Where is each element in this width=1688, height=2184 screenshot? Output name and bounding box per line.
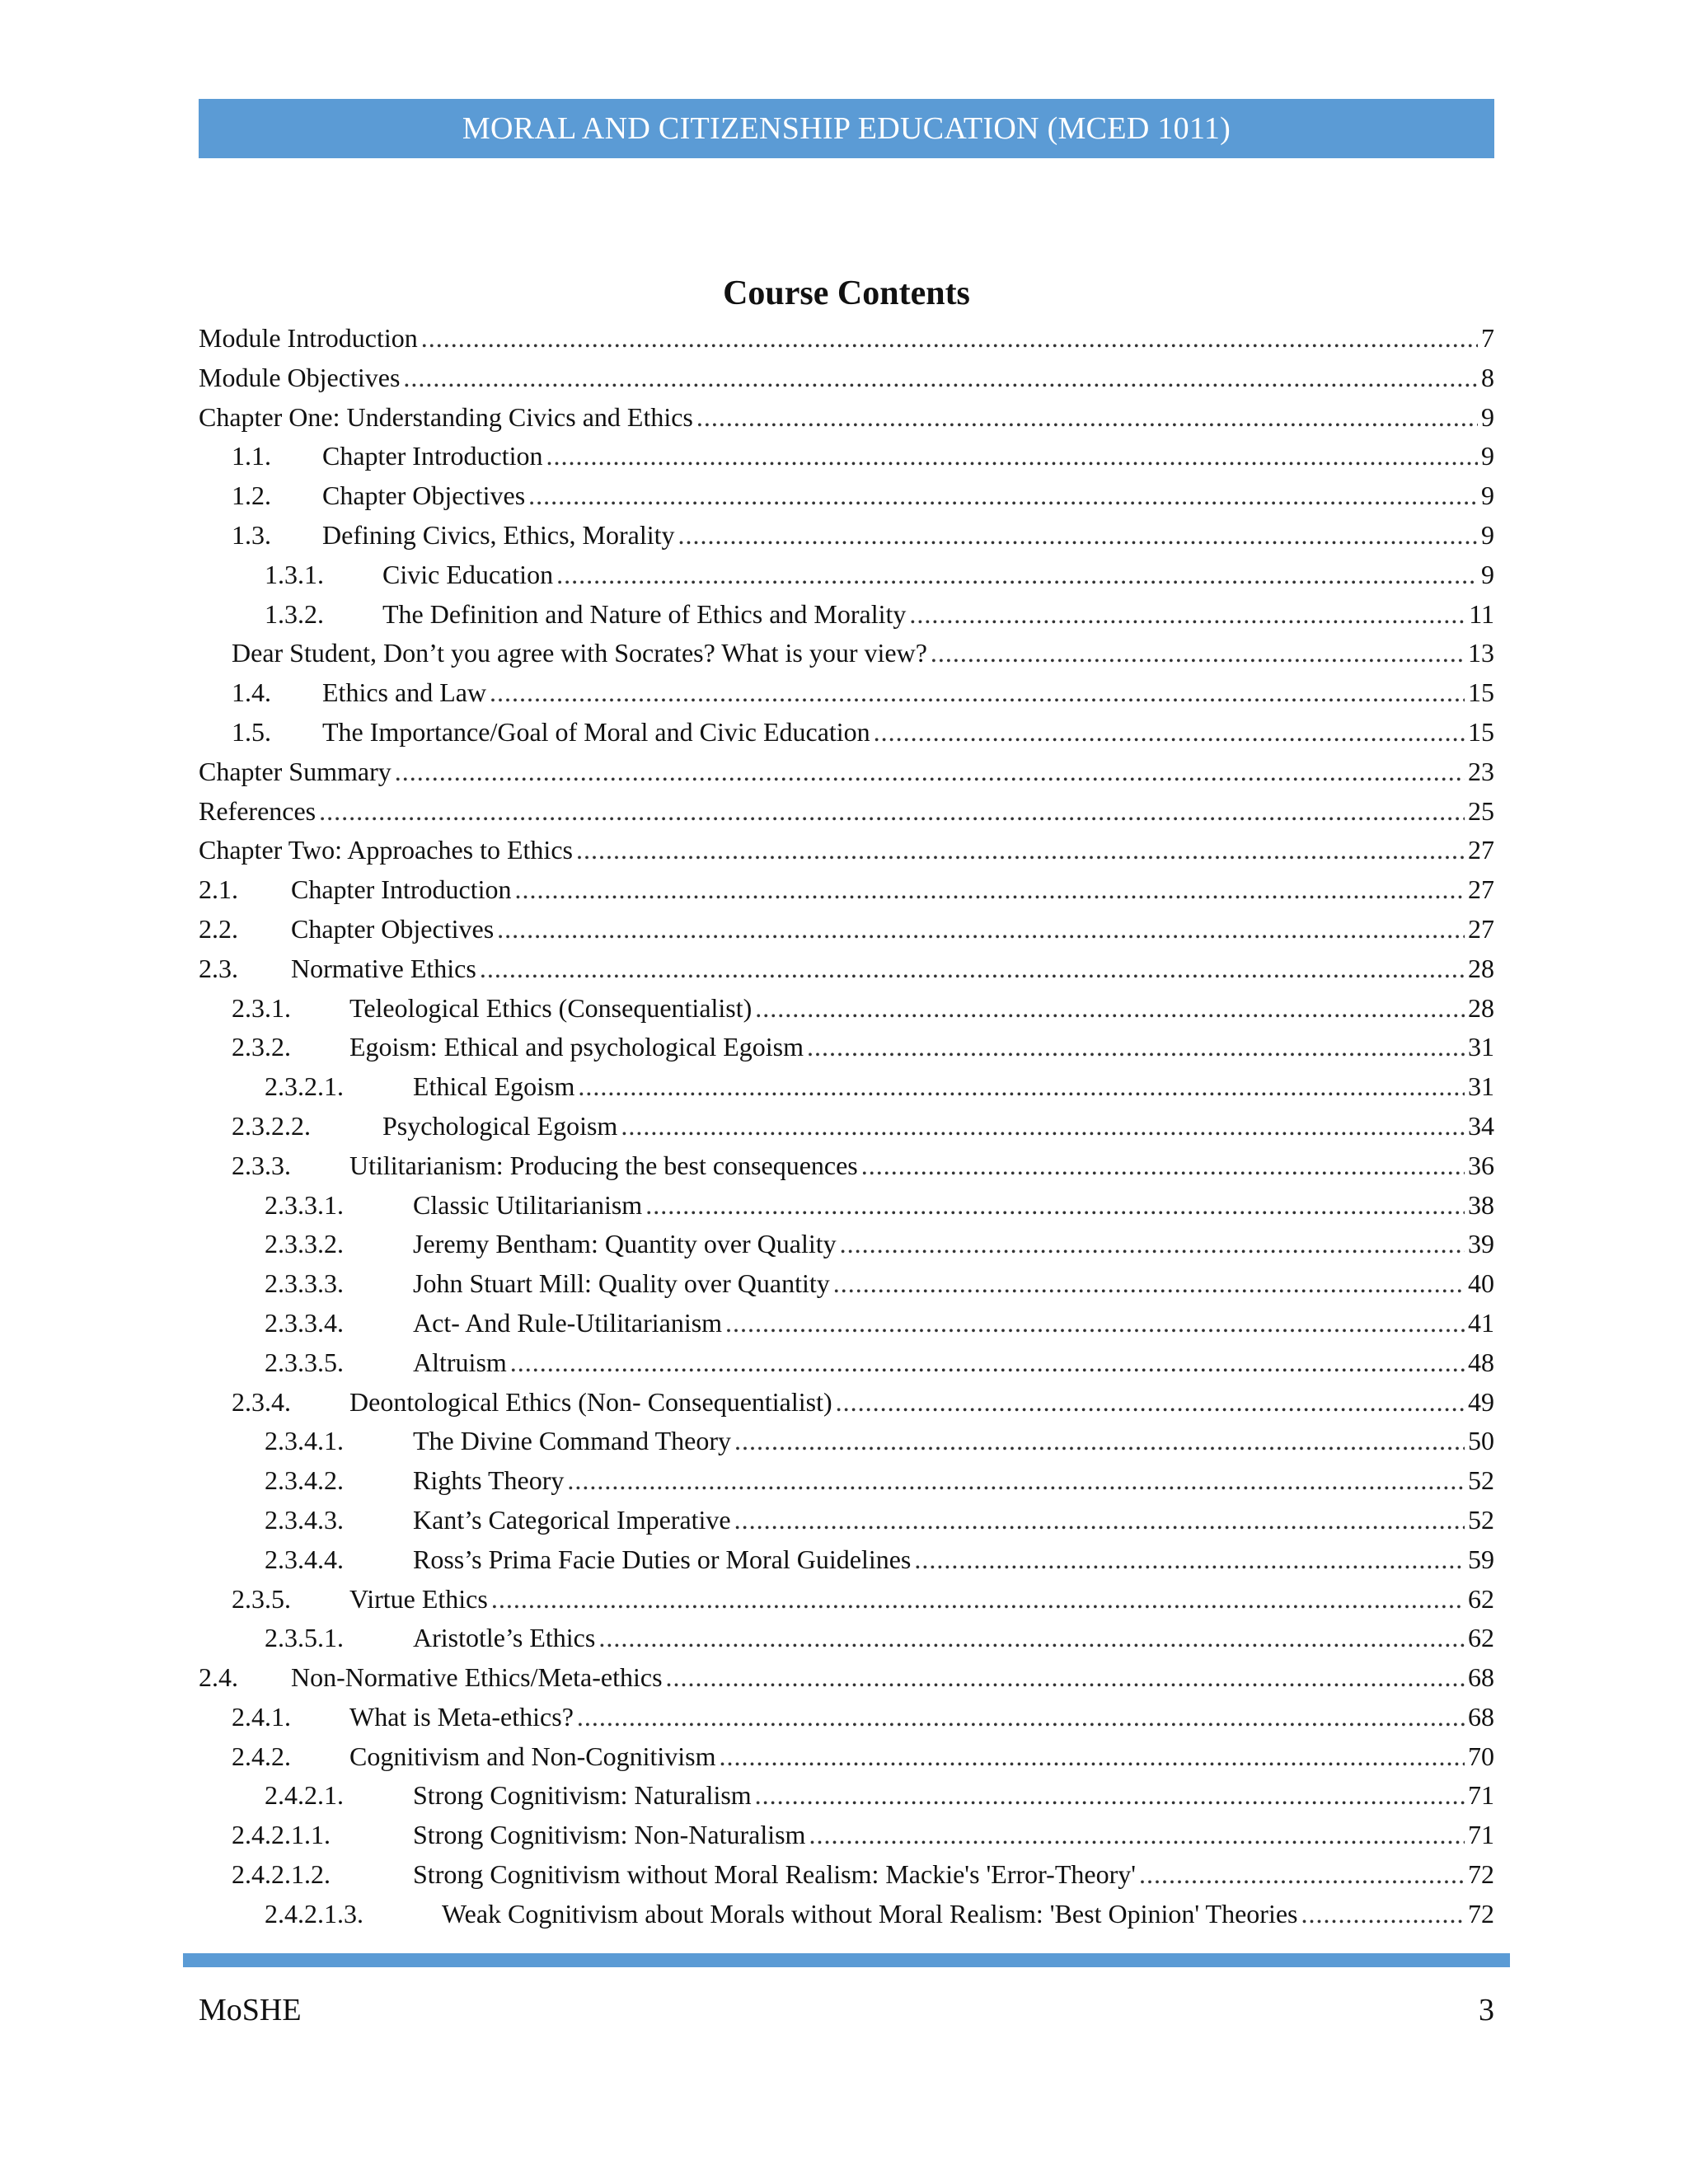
dot-leader [807,1028,1465,1067]
toc-entry-number: 2.4.1. [232,1701,291,1732]
toc-entry-title: Deontological Ethics (Non- Consequentialist) [349,1386,832,1417]
dot-leader [621,1107,1465,1146]
toc-entry[interactable] [199,1107,1494,1146]
dot-leader [421,319,1478,359]
dot-leader [666,1658,1465,1698]
toc-entry-page: 9 [1481,519,1494,550]
toc-entry[interactable] [199,1619,1494,1658]
toc-entry[interactable] [199,398,1494,438]
toc-entry-number: 2.3.1. [232,992,291,1023]
toc-entry-number: 2.3.4.4. [265,1544,344,1574]
toc-entry[interactable] [199,1658,1494,1698]
toc-entry-title: Utilitarianism: Producing the best consequences [349,1150,858,1180]
dot-leader [395,752,1465,792]
toc-entry-page: 15 [1468,677,1494,708]
toc-entry-page: 27 [1468,835,1494,865]
toc-entry-page: 28 [1468,953,1494,983]
toc-entry-title: Rights Theory [413,1465,565,1496]
toc-entry-number: 2.3.5.1. [265,1623,344,1653]
toc-entry-number: 2.4.2. [232,1741,291,1771]
toc-heading: Course Contents [723,274,970,312]
toc-entry-page: 9 [1481,559,1494,589]
toc-entry-page: 27 [1468,913,1494,944]
dot-leader [1139,1855,1465,1895]
toc-entry-number: 2.3.4.2. [265,1465,344,1496]
toc-entry[interactable] [199,595,1494,635]
toc-entry-number: 2.4.2.1.3. [265,1898,363,1929]
toc-entry-page: 9 [1481,441,1494,471]
toc-entry-number: 2.4.2.1. [265,1780,344,1811]
toc-entry[interactable] [199,1816,1494,1855]
toc-entry-page: 72 [1468,1898,1494,1929]
toc-entry-title: Strong Cognitivism: Naturalism [413,1780,752,1811]
toc-entry-title: The Divine Command Theory [413,1426,731,1456]
table-of-contents [199,319,1494,1934]
dot-leader [556,555,1478,595]
toc-entry-number: 2.3.2.2. [232,1110,311,1141]
toc-entry-title: Chapter Summary [199,756,392,786]
toc-entry-title: Ethics and Law [322,677,487,708]
toc-entry-title: Module Introduction [199,323,418,353]
dot-leader [755,989,1465,1029]
toc-entry-number: 2.3.3.3. [265,1268,344,1299]
toc-entry-number: 2.3.4.1. [265,1426,344,1456]
toc-entry[interactable] [199,1855,1494,1895]
toc-entry-title: Chapter Introduction [322,441,543,471]
toc-entry[interactable] [199,1422,1494,1461]
dot-leader [874,713,1465,752]
header-banner [199,99,1494,158]
dot-leader [734,1422,1465,1461]
toc-entry[interactable] [199,1264,1494,1304]
dot-leader [510,1343,1465,1383]
toc-entry[interactable] [199,1895,1494,1934]
toc-entry-number: 2.4. [199,1662,238,1693]
dot-leader [809,1816,1465,1855]
toc-entry-number: 2.2. [199,913,238,944]
toc-entry-page: 25 [1468,795,1494,826]
toc-entry-page: 68 [1468,1662,1494,1693]
dot-leader [576,831,1465,870]
toc-entry-number: 1.2. [232,480,271,511]
dot-leader [931,634,1465,673]
toc-entry[interactable] [199,359,1494,398]
toc-entry-number: 2.3. [199,953,238,983]
dot-leader [490,673,1465,713]
dot-leader [755,1776,1465,1816]
toc-entry-page: 7 [1481,323,1494,353]
toc-entry[interactable] [199,870,1494,910]
dot-leader [840,1225,1465,1264]
dot-leader [696,398,1478,438]
toc-entry-page: 71 [1468,1780,1494,1811]
toc-entry-number: 2.4.2.1.1. [232,1820,331,1850]
toc-entry-number: 1.3.1. [265,559,324,589]
toc-entry-title: Chapter Objectives [291,913,495,944]
toc-entry-page: 13 [1468,638,1494,668]
toc-entry-page: 11 [1469,598,1494,629]
toc-entry-page: 52 [1468,1465,1494,1496]
footer-organization: MoSHE [199,1993,302,2027]
toc-entry[interactable] [199,634,1494,673]
dot-leader [319,792,1465,832]
toc-entry[interactable] [199,831,1494,870]
toc-entry-page: 28 [1468,992,1494,1023]
toc-entry-title: Non-Normative Ethics/Meta-ethics [291,1662,663,1693]
toc-entry-page: 62 [1468,1623,1494,1653]
toc-entry-number: 2.3.4. [232,1386,291,1417]
toc-entry-page: 49 [1468,1386,1494,1417]
toc-entry-page: 39 [1468,1229,1494,1259]
toc-entry[interactable] [199,1698,1494,1737]
toc-entry[interactable] [199,1737,1494,1777]
toc-entry-page: 9 [1481,480,1494,511]
toc-entry[interactable] [199,1186,1494,1226]
toc-entry-title: Module Objectives [199,362,401,392]
toc-entry-title: Aristotle’s Ethics [413,1623,596,1653]
toc-entry[interactable] [199,1461,1494,1501]
toc-entry-title: Egoism: Ethical and psychological Egoism [349,1032,804,1062]
toc-entry-number: 2.3.3. [232,1150,291,1180]
toc-entry[interactable] [199,673,1494,713]
toc-entry-page: 41 [1468,1307,1494,1338]
toc-entry[interactable] [199,555,1494,595]
toc-entry-title: Strong Cognitivism without Moral Realism: Mackie's 'Error-Theory' [413,1859,1136,1890]
toc-entry-number: 2.4.2.1.2. [232,1859,331,1890]
toc-entry-title: Kant’s Categorical Imperative [413,1504,731,1535]
dot-leader [577,1698,1465,1737]
toc-entry-number: 1.1. [232,441,271,471]
toc-entry[interactable] [199,1067,1494,1107]
toc-entry-title: Act- And Rule-Utilitarianism [413,1307,723,1338]
toc-entry-page: 72 [1468,1859,1494,1890]
toc-entry-title: Virtue Ethics [349,1583,488,1614]
dot-leader [719,1737,1465,1777]
toc-entry-number: 2.3.3.1. [265,1189,344,1220]
toc-entry-page: 8 [1481,362,1494,392]
dot-leader [598,1619,1465,1658]
toc-entry-page: 50 [1468,1426,1494,1456]
toc-entry[interactable] [199,989,1494,1029]
toc-entry-page: 70 [1468,1741,1494,1771]
toc-entry-title: Ethical Egoism [413,1071,575,1102]
page-number: 3 [1479,1993,1494,2027]
toc-entry[interactable] [199,516,1494,555]
dot-leader [725,1304,1465,1343]
toc-entry-number: 1.5. [232,716,271,747]
toc-entry[interactable] [199,1776,1494,1816]
toc-entry-page: 59 [1468,1544,1494,1574]
toc-entry-title: Psychological Egoism [382,1110,618,1141]
toc-entry-title: Altruism [413,1347,507,1377]
toc-entry-number: 1.4. [232,677,271,708]
toc-entry-title: Chapter Introduction [291,874,512,905]
toc-entry-title: Dear Student, Don’t you agree with Socrates? What is your view? [232,638,927,668]
toc-entry-title: The Definition and Nature of Ethics and Morality [382,598,907,629]
toc-entry-page: 27 [1468,874,1494,905]
toc-entry-title: Defining Civics, Ethics, Morality [322,519,675,550]
toc-entry[interactable] [199,1580,1494,1619]
toc-entry-title: References [199,795,316,826]
toc-entry-title: Strong Cognitivism: Non-Naturalism [413,1820,806,1850]
dot-leader [909,595,1465,635]
toc-entry-number: 2.3.2. [232,1032,291,1062]
footer-rule [183,1953,1510,1967]
toc-entry[interactable] [199,1383,1494,1422]
toc-entry-number: 2.3.2.1. [265,1071,344,1102]
toc-entry-number: 2.3.3.2. [265,1229,344,1259]
toc-entry-number: 2.3.3.5. [265,1347,344,1377]
toc-entry[interactable] [199,1225,1494,1264]
toc-entry-title: Weak Cognitivism about Morals without Moral Realism: 'Best Opinion' Theories [442,1898,1298,1929]
toc-entry-title: Chapter Objectives [322,480,526,511]
toc-entry-page: 23 [1468,756,1494,786]
toc-entry-title: Classic Utilitarianism [413,1189,643,1220]
dot-leader [403,359,1478,398]
toc-entry-title: Normative Ethics [291,953,476,983]
toc-entry[interactable] [199,792,1494,832]
toc-entry-page: 36 [1468,1150,1494,1180]
toc-entry[interactable] [199,1146,1494,1186]
toc-entry-page: 9 [1481,401,1494,432]
toc-entry-title: Cognitivism and Non-Cognitivism [349,1741,716,1771]
toc-entry-number: 2.3.4.3. [265,1504,344,1535]
toc-entry-page: 48 [1468,1347,1494,1377]
toc-entry-page: 31 [1468,1071,1494,1102]
toc-entry[interactable] [199,1540,1494,1580]
toc-entry-page: 52 [1468,1504,1494,1535]
dot-leader [491,1580,1465,1619]
dot-leader [514,870,1465,910]
toc-entry[interactable] [199,1304,1494,1343]
dot-leader [836,1383,1465,1422]
toc-entry-number: 2.3.3.4. [265,1307,344,1338]
toc-entry-number: 2.3.5. [232,1583,291,1614]
toc-entry-page: 62 [1468,1583,1494,1614]
toc-entry-page: 68 [1468,1701,1494,1732]
dot-leader [678,516,1479,555]
course-title: MORAL AND CITIZENSHIP EDUCATION (MCED 1011) [462,111,1231,146]
toc-entry-number: 2.1. [199,874,238,905]
toc-entry-title: Ross’s Prima Facie Duties or Moral Guidelines [413,1544,912,1574]
toc-entry-title: John Stuart Mill: Quality over Quantity [413,1268,830,1299]
dot-leader [833,1264,1465,1304]
toc-entry[interactable] [199,476,1494,516]
dot-leader [645,1186,1465,1226]
toc-entry[interactable] [199,752,1494,792]
toc-entry-page: 15 [1468,716,1494,747]
toc-entry-title: Chapter Two: Approaches to Ethics [199,835,573,865]
dot-leader [528,476,1478,516]
dot-leader [480,949,1465,989]
dot-leader [578,1067,1465,1107]
toc-entry-page: 71 [1468,1820,1494,1850]
toc-entry[interactable] [199,1501,1494,1540]
toc-entry[interactable] [199,1343,1494,1383]
toc-entry-title: What is Meta-ethics? [349,1701,574,1732]
dot-leader [546,437,1478,476]
toc-entry[interactable] [199,713,1494,752]
toc-entry-title: The Importance/Goal of Moral and Civic Education [322,716,870,747]
toc-entry[interactable] [199,319,1494,359]
dot-leader [497,910,1465,949]
toc-entry-title: Jeremy Bentham: Quantity over Quality [413,1229,837,1259]
toc-entry[interactable] [199,949,1494,989]
toc-entry-title: Civic Education [382,559,554,589]
toc-entry-number: 1.3. [232,519,271,550]
toc-entry-page: 40 [1468,1268,1494,1299]
toc-entry-title: Teleological Ethics (Consequentialist) [349,992,753,1023]
toc-entry-page: 34 [1468,1110,1494,1141]
toc-entry[interactable] [199,1028,1494,1067]
toc-entry[interactable] [199,910,1494,949]
dot-leader [1301,1895,1465,1934]
dot-leader [734,1501,1465,1540]
dot-leader [861,1146,1465,1186]
toc-entry[interactable] [199,437,1494,476]
toc-entry-page: 31 [1468,1032,1494,1062]
dot-leader [914,1540,1465,1580]
toc-entry-number: 1.3.2. [265,598,324,629]
toc-entry-title: Chapter One: Understanding Civics and Ethics [199,401,693,432]
toc-entry-page: 38 [1468,1189,1494,1220]
dot-leader [567,1461,1465,1501]
